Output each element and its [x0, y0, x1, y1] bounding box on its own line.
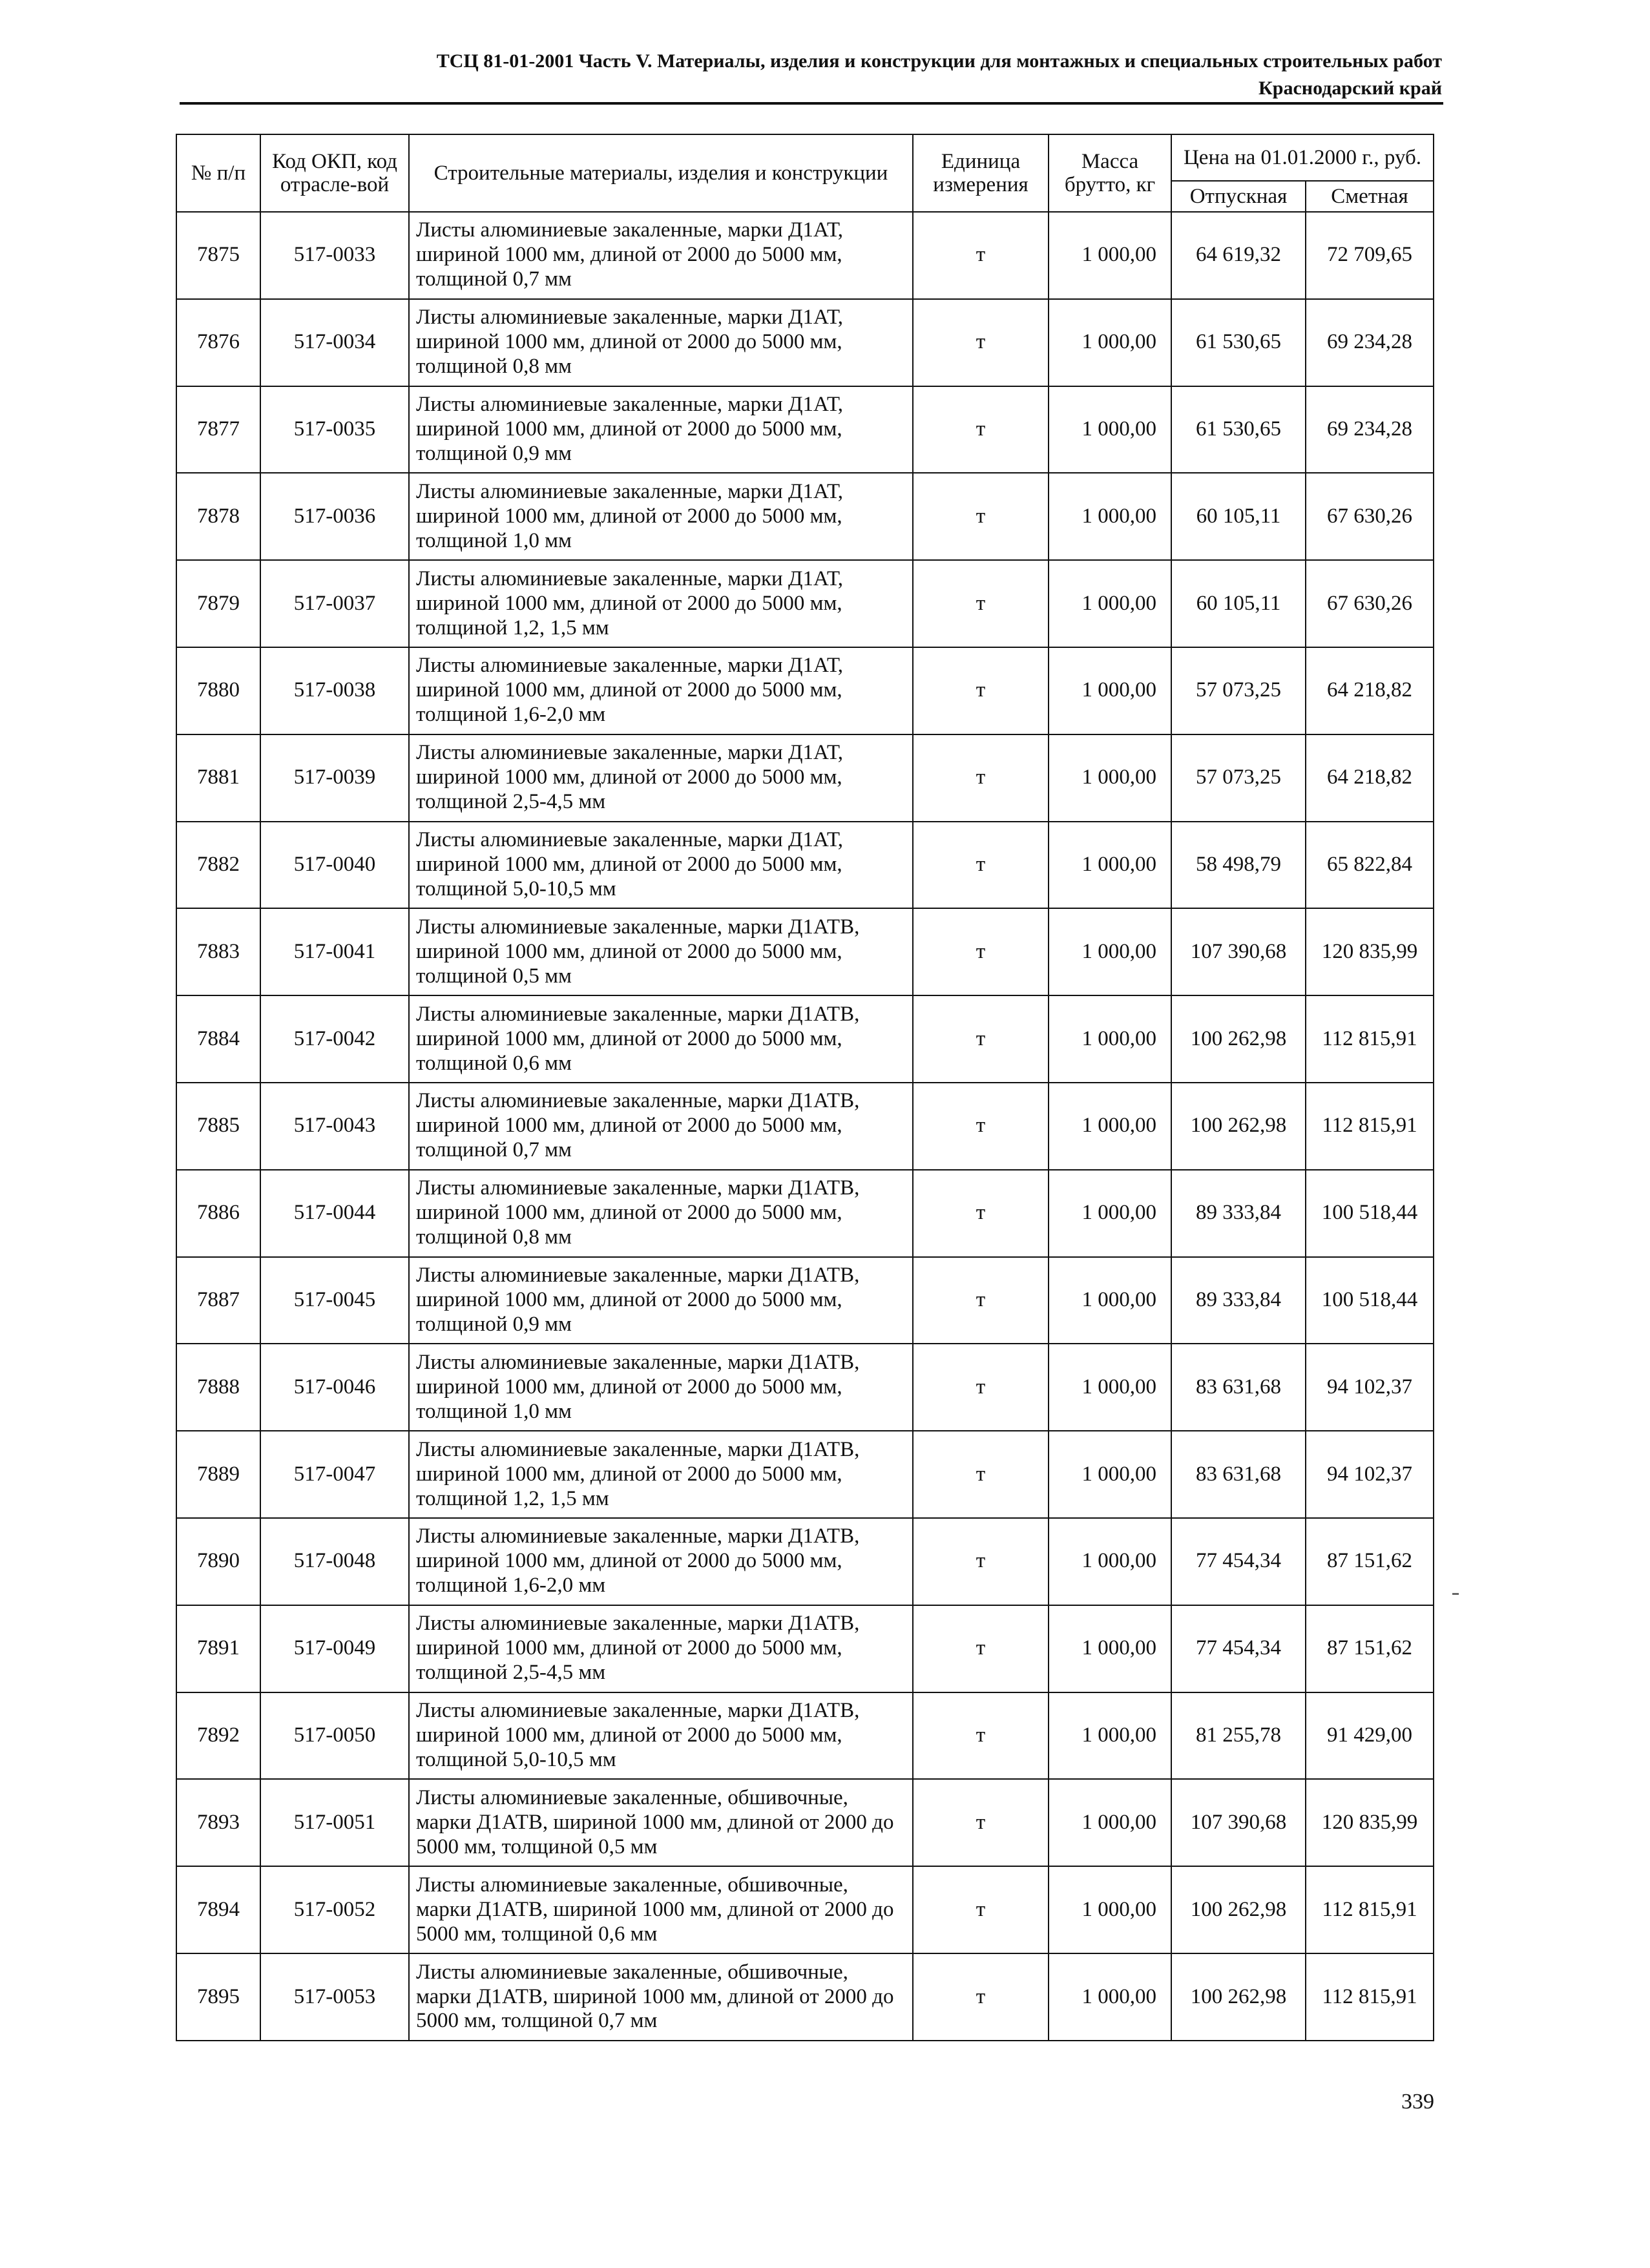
row-mass: 1 000,00	[1049, 1953, 1171, 2041]
row-number: 7880	[176, 647, 260, 734]
table-row	[176, 1518, 1434, 1605]
table-row	[176, 1692, 1434, 1780]
row-unit: т	[913, 473, 1049, 560]
col-header-mass: Масса брутто, кг	[1049, 134, 1171, 212]
row-code: 517-0035	[260, 386, 409, 473]
row-name: Листы алюминиевые закаленные, марки Д1АТВ, шириной 1000 мм, длиной от 2000 до 5000 мм, толщиной 0,5 мм	[409, 908, 913, 995]
row-price-estimate: 87 151,62	[1306, 1605, 1434, 1692]
row-mass: 1 000,00	[1049, 212, 1171, 299]
row-price-release: 89 333,84	[1171, 1257, 1306, 1344]
table-row	[176, 1170, 1434, 1257]
row-code: 517-0041	[260, 908, 409, 995]
row-mass: 1 000,00	[1049, 1692, 1171, 1780]
row-code: 517-0047	[260, 1431, 409, 1518]
row-name: Листы алюминиевые закаленные, марки Д1АТ, шириной 1000 мм, длиной от 2000 до 5000 мм, толщиной 0,7 мм	[409, 212, 913, 299]
row-number: 7876	[176, 299, 260, 386]
row-price-estimate: 91 429,00	[1306, 1692, 1434, 1780]
row-price-estimate: 120 835,99	[1306, 1779, 1434, 1866]
row-unit: т	[913, 1257, 1049, 1344]
table-row	[176, 734, 1434, 822]
row-name: Листы алюминиевые закаленные, марки Д1АТВ, шириной 1000 мм, длиной от 2000 до 5000 мм, толщиной 1,2, 1,5 мм	[409, 1431, 913, 1518]
row-price-release: 64 619,32	[1171, 212, 1306, 299]
row-price-release: 100 262,98	[1171, 995, 1306, 1083]
table-row	[176, 1257, 1434, 1344]
row-unit: т	[913, 1779, 1049, 1866]
row-name: Листы алюминиевые закаленные, марки Д1АТ, шириной 1000 мм, длиной от 2000 до 5000 мм, толщиной 5,0-10,5 мм	[409, 822, 913, 909]
row-name: Листы алюминиевые закаленные, марки Д1АТ, шириной 1000 мм, длиной от 2000 до 5000 мм, толщиной 1,2, 1,5 мм	[409, 560, 913, 647]
row-price-estimate: 67 630,26	[1306, 560, 1434, 647]
row-price-release: 57 073,25	[1171, 734, 1306, 822]
row-unit: т	[913, 1953, 1049, 2041]
col-header-price-group: Цена на 01.01.2000 г., руб.	[1171, 134, 1434, 181]
row-number: 7886	[176, 1170, 260, 1257]
col-header-code: Код ОКП, код отрасле-вой	[260, 134, 409, 212]
row-number: 7891	[176, 1605, 260, 1692]
row-name: Листы алюминиевые закаленные, обшивочные, марки Д1АТВ, шириной 1000 мм, длиной от 2000 до 5000 мм, толщиной 0,7 мм	[409, 1953, 913, 2041]
table-row	[176, 299, 1434, 386]
row-name: Листы алюминиевые закаленные, марки Д1АТ, шириной 1000 мм, длиной от 2000 до 5000 мм, толщиной 0,8 мм	[409, 299, 913, 386]
table-row	[176, 560, 1434, 647]
row-number: 7875	[176, 212, 260, 299]
col-header-name: Строительные материалы, изделия и конструкции	[409, 134, 913, 212]
row-name: Листы алюминиевые закаленные, марки Д1АТ, шириной 1000 мм, длиной от 2000 до 5000 мм, толщиной 1,6-2,0 мм	[409, 647, 913, 734]
table-row	[176, 1083, 1434, 1170]
row-price-release: 100 262,98	[1171, 1866, 1306, 1953]
row-unit: т	[913, 560, 1049, 647]
row-unit: т	[913, 386, 1049, 473]
row-name: Листы алюминиевые закаленные, марки Д1АТВ, шириной 1000 мм, длиной от 2000 до 5000 мм, толщиной 0,7 мм	[409, 1083, 913, 1170]
row-unit: т	[913, 908, 1049, 995]
row-price-release: 100 262,98	[1171, 1083, 1306, 1170]
row-code: 517-0048	[260, 1518, 409, 1605]
row-price-release: 60 105,11	[1171, 473, 1306, 560]
row-unit: т	[913, 1605, 1049, 1692]
row-price-estimate: 94 102,37	[1306, 1344, 1434, 1431]
row-unit: т	[913, 822, 1049, 909]
page-number: 339	[1401, 2090, 1434, 2114]
row-price-estimate: 94 102,37	[1306, 1431, 1434, 1518]
row-name: Листы алюминиевые закаленные, обшивочные, марки Д1АТВ, шириной 1000 мм, длиной от 2000 до 5000 мм, толщиной 0,6 мм	[409, 1866, 913, 1953]
table-row	[176, 212, 1434, 299]
row-code: 517-0045	[260, 1257, 409, 1344]
row-mass: 1 000,00	[1049, 299, 1171, 386]
row-code: 517-0039	[260, 734, 409, 822]
row-number: 7888	[176, 1344, 260, 1431]
row-price-estimate: 64 218,82	[1306, 647, 1434, 734]
row-code: 517-0036	[260, 473, 409, 560]
scan-artifact	[1452, 1593, 1459, 1595]
row-code: 517-0034	[260, 299, 409, 386]
row-code: 517-0038	[260, 647, 409, 734]
row-number: 7892	[176, 1692, 260, 1780]
row-price-release: 77 454,34	[1171, 1518, 1306, 1605]
row-code: 517-0049	[260, 1605, 409, 1692]
row-unit: т	[913, 1344, 1049, 1431]
row-code: 517-0043	[260, 1083, 409, 1170]
row-unit: т	[913, 299, 1049, 386]
col-header-price-estimate: Сметная	[1306, 181, 1434, 212]
row-price-estimate: 100 518,44	[1306, 1170, 1434, 1257]
row-name: Листы алюминиевые закаленные, марки Д1АТВ, шириной 1000 мм, длиной от 2000 до 5000 мм, толщиной 1,0 мм	[409, 1344, 913, 1431]
row-mass: 1 000,00	[1049, 386, 1171, 473]
row-name: Листы алюминиевые закаленные, марки Д1АТ, шириной 1000 мм, длиной от 2000 до 5000 мм, толщиной 1,0 мм	[409, 473, 913, 560]
row-price-release: 58 498,79	[1171, 822, 1306, 909]
row-name: Листы алюминиевые закаленные, марки Д1АТ, шириной 1000 мм, длиной от 2000 до 5000 мм, толщиной 0,9 мм	[409, 386, 913, 473]
row-number: 7883	[176, 908, 260, 995]
row-price-release: 83 631,68	[1171, 1431, 1306, 1518]
row-code: 517-0051	[260, 1779, 409, 1866]
row-number: 7881	[176, 734, 260, 822]
row-mass: 1 000,00	[1049, 1605, 1171, 1692]
row-unit: т	[913, 1692, 1049, 1780]
col-header-price-release: Отпускная	[1171, 181, 1306, 212]
row-number: 7894	[176, 1866, 260, 1953]
row-unit: т	[913, 212, 1049, 299]
row-price-estimate: 120 835,99	[1306, 908, 1434, 995]
table-row	[176, 822, 1434, 909]
row-mass: 1 000,00	[1049, 647, 1171, 734]
price-table	[176, 134, 1434, 2041]
row-number: 7885	[176, 1083, 260, 1170]
row-price-estimate: 65 822,84	[1306, 822, 1434, 909]
row-unit: т	[913, 1083, 1049, 1170]
row-unit: т	[913, 1170, 1049, 1257]
document-title: ТСЦ 81-01-2001 Часть V. Материалы, изделия и конструкции для монтажных и специальных строительных работ	[436, 50, 1442, 72]
row-number: 7882	[176, 822, 260, 909]
row-unit: т	[913, 1431, 1049, 1518]
row-number: 7878	[176, 473, 260, 560]
row-number: 7889	[176, 1431, 260, 1518]
row-price-release: 61 530,65	[1171, 386, 1306, 473]
row-name: Листы алюминиевые закаленные, обшивочные, марки Д1АТВ, шириной 1000 мм, длиной от 2000 до 5000 мм, толщиной 0,5 мм	[409, 1779, 913, 1866]
row-mass: 1 000,00	[1049, 1779, 1171, 1866]
row-price-release: 107 390,68	[1171, 1779, 1306, 1866]
row-mass: 1 000,00	[1049, 1344, 1171, 1431]
table-row	[176, 1605, 1434, 1692]
row-unit: т	[913, 647, 1049, 734]
row-number: 7877	[176, 386, 260, 473]
table-body	[176, 212, 1434, 2041]
table-row	[176, 1866, 1434, 1953]
row-price-estimate: 112 815,91	[1306, 1083, 1434, 1170]
row-code: 517-0053	[260, 1953, 409, 2041]
row-mass: 1 000,00	[1049, 908, 1171, 995]
row-price-release: 100 262,98	[1171, 1953, 1306, 2041]
row-mass: 1 000,00	[1049, 1257, 1171, 1344]
row-number: 7884	[176, 995, 260, 1083]
row-name: Листы алюминиевые закаленные, марки Д1АТВ, шириной 1000 мм, длиной от 2000 до 5000 мм, толщиной 0,6 мм	[409, 995, 913, 1083]
row-mass: 1 000,00	[1049, 1431, 1171, 1518]
row-unit: т	[913, 1518, 1049, 1605]
row-mass: 1 000,00	[1049, 560, 1171, 647]
header-divider	[180, 102, 1443, 105]
table-row	[176, 908, 1434, 995]
row-code: 517-0044	[260, 1170, 409, 1257]
row-price-release: 81 255,78	[1171, 1692, 1306, 1780]
row-mass: 1 000,00	[1049, 734, 1171, 822]
col-header-unit: Единица измерения	[913, 134, 1049, 212]
table-row	[176, 1431, 1434, 1518]
row-code: 517-0046	[260, 1344, 409, 1431]
row-price-estimate: 87 151,62	[1306, 1518, 1434, 1605]
row-number: 7879	[176, 560, 260, 647]
row-code: 517-0052	[260, 1866, 409, 1953]
row-price-release: 83 631,68	[1171, 1344, 1306, 1431]
row-price-release: 57 073,25	[1171, 647, 1306, 734]
row-price-release: 60 105,11	[1171, 560, 1306, 647]
row-number: 7895	[176, 1953, 260, 2041]
row-code: 517-0042	[260, 995, 409, 1083]
row-unit: т	[913, 734, 1049, 822]
row-price-estimate: 112 815,91	[1306, 995, 1434, 1083]
row-mass: 1 000,00	[1049, 1866, 1171, 1953]
row-price-release: 61 530,65	[1171, 299, 1306, 386]
row-mass: 1 000,00	[1049, 473, 1171, 560]
row-code: 517-0033	[260, 212, 409, 299]
row-mass: 1 000,00	[1049, 1170, 1171, 1257]
row-price-release: 107 390,68	[1171, 908, 1306, 995]
col-header-num: № п/п	[176, 134, 260, 212]
table-row	[176, 1344, 1434, 1431]
row-mass: 1 000,00	[1049, 822, 1171, 909]
row-price-release: 77 454,34	[1171, 1605, 1306, 1692]
table-row	[176, 1779, 1434, 1866]
row-price-estimate: 69 234,28	[1306, 299, 1434, 386]
row-price-estimate: 69 234,28	[1306, 386, 1434, 473]
row-code: 517-0037	[260, 560, 409, 647]
row-price-estimate: 100 518,44	[1306, 1257, 1434, 1344]
row-number: 7893	[176, 1779, 260, 1866]
table-row	[176, 647, 1434, 734]
row-name: Листы алюминиевые закаленные, марки Д1АТВ, шириной 1000 мм, длиной от 2000 до 5000 мм, толщиной 0,8 мм	[409, 1170, 913, 1257]
row-name: Листы алюминиевые закаленные, марки Д1АТ, шириной 1000 мм, длиной от 2000 до 5000 мм, толщиной 2,5-4,5 мм	[409, 734, 913, 822]
row-unit: т	[913, 1866, 1049, 1953]
row-name: Листы алюминиевые закаленные, марки Д1АТВ, шириной 1000 мм, длиной от 2000 до 5000 мм, толщиной 0,9 мм	[409, 1257, 913, 1344]
row-price-estimate: 72 709,65	[1306, 212, 1434, 299]
row-number: 7890	[176, 1518, 260, 1605]
row-mass: 1 000,00	[1049, 1518, 1171, 1605]
region-title: Краснодарский край	[1258, 78, 1442, 99]
row-price-estimate: 64 218,82	[1306, 734, 1434, 822]
table-row	[176, 1953, 1434, 2041]
row-price-release: 89 333,84	[1171, 1170, 1306, 1257]
row-code: 517-0050	[260, 1692, 409, 1780]
row-mass: 1 000,00	[1049, 995, 1171, 1083]
row-code: 517-0040	[260, 822, 409, 909]
row-name: Листы алюминиевые закаленные, марки Д1АТВ, шириной 1000 мм, длиной от 2000 до 5000 мм, толщиной 2,5-4,5 мм	[409, 1605, 913, 1692]
row-name: Листы алюминиевые закаленные, марки Д1АТВ, шириной 1000 мм, длиной от 2000 до 5000 мм, толщиной 1,6-2,0 мм	[409, 1518, 913, 1605]
row-unit: т	[913, 995, 1049, 1083]
row-price-estimate: 112 815,91	[1306, 1953, 1434, 2041]
table-row	[176, 995, 1434, 1083]
table-row	[176, 473, 1434, 560]
row-name: Листы алюминиевые закаленные, марки Д1АТВ, шириной 1000 мм, длиной от 2000 до 5000 мм, толщиной 5,0-10,5 мм	[409, 1692, 913, 1780]
row-price-estimate: 67 630,26	[1306, 473, 1434, 560]
row-number: 7887	[176, 1257, 260, 1344]
row-price-estimate: 112 815,91	[1306, 1866, 1434, 1953]
row-mass: 1 000,00	[1049, 1083, 1171, 1170]
table-row	[176, 386, 1434, 473]
